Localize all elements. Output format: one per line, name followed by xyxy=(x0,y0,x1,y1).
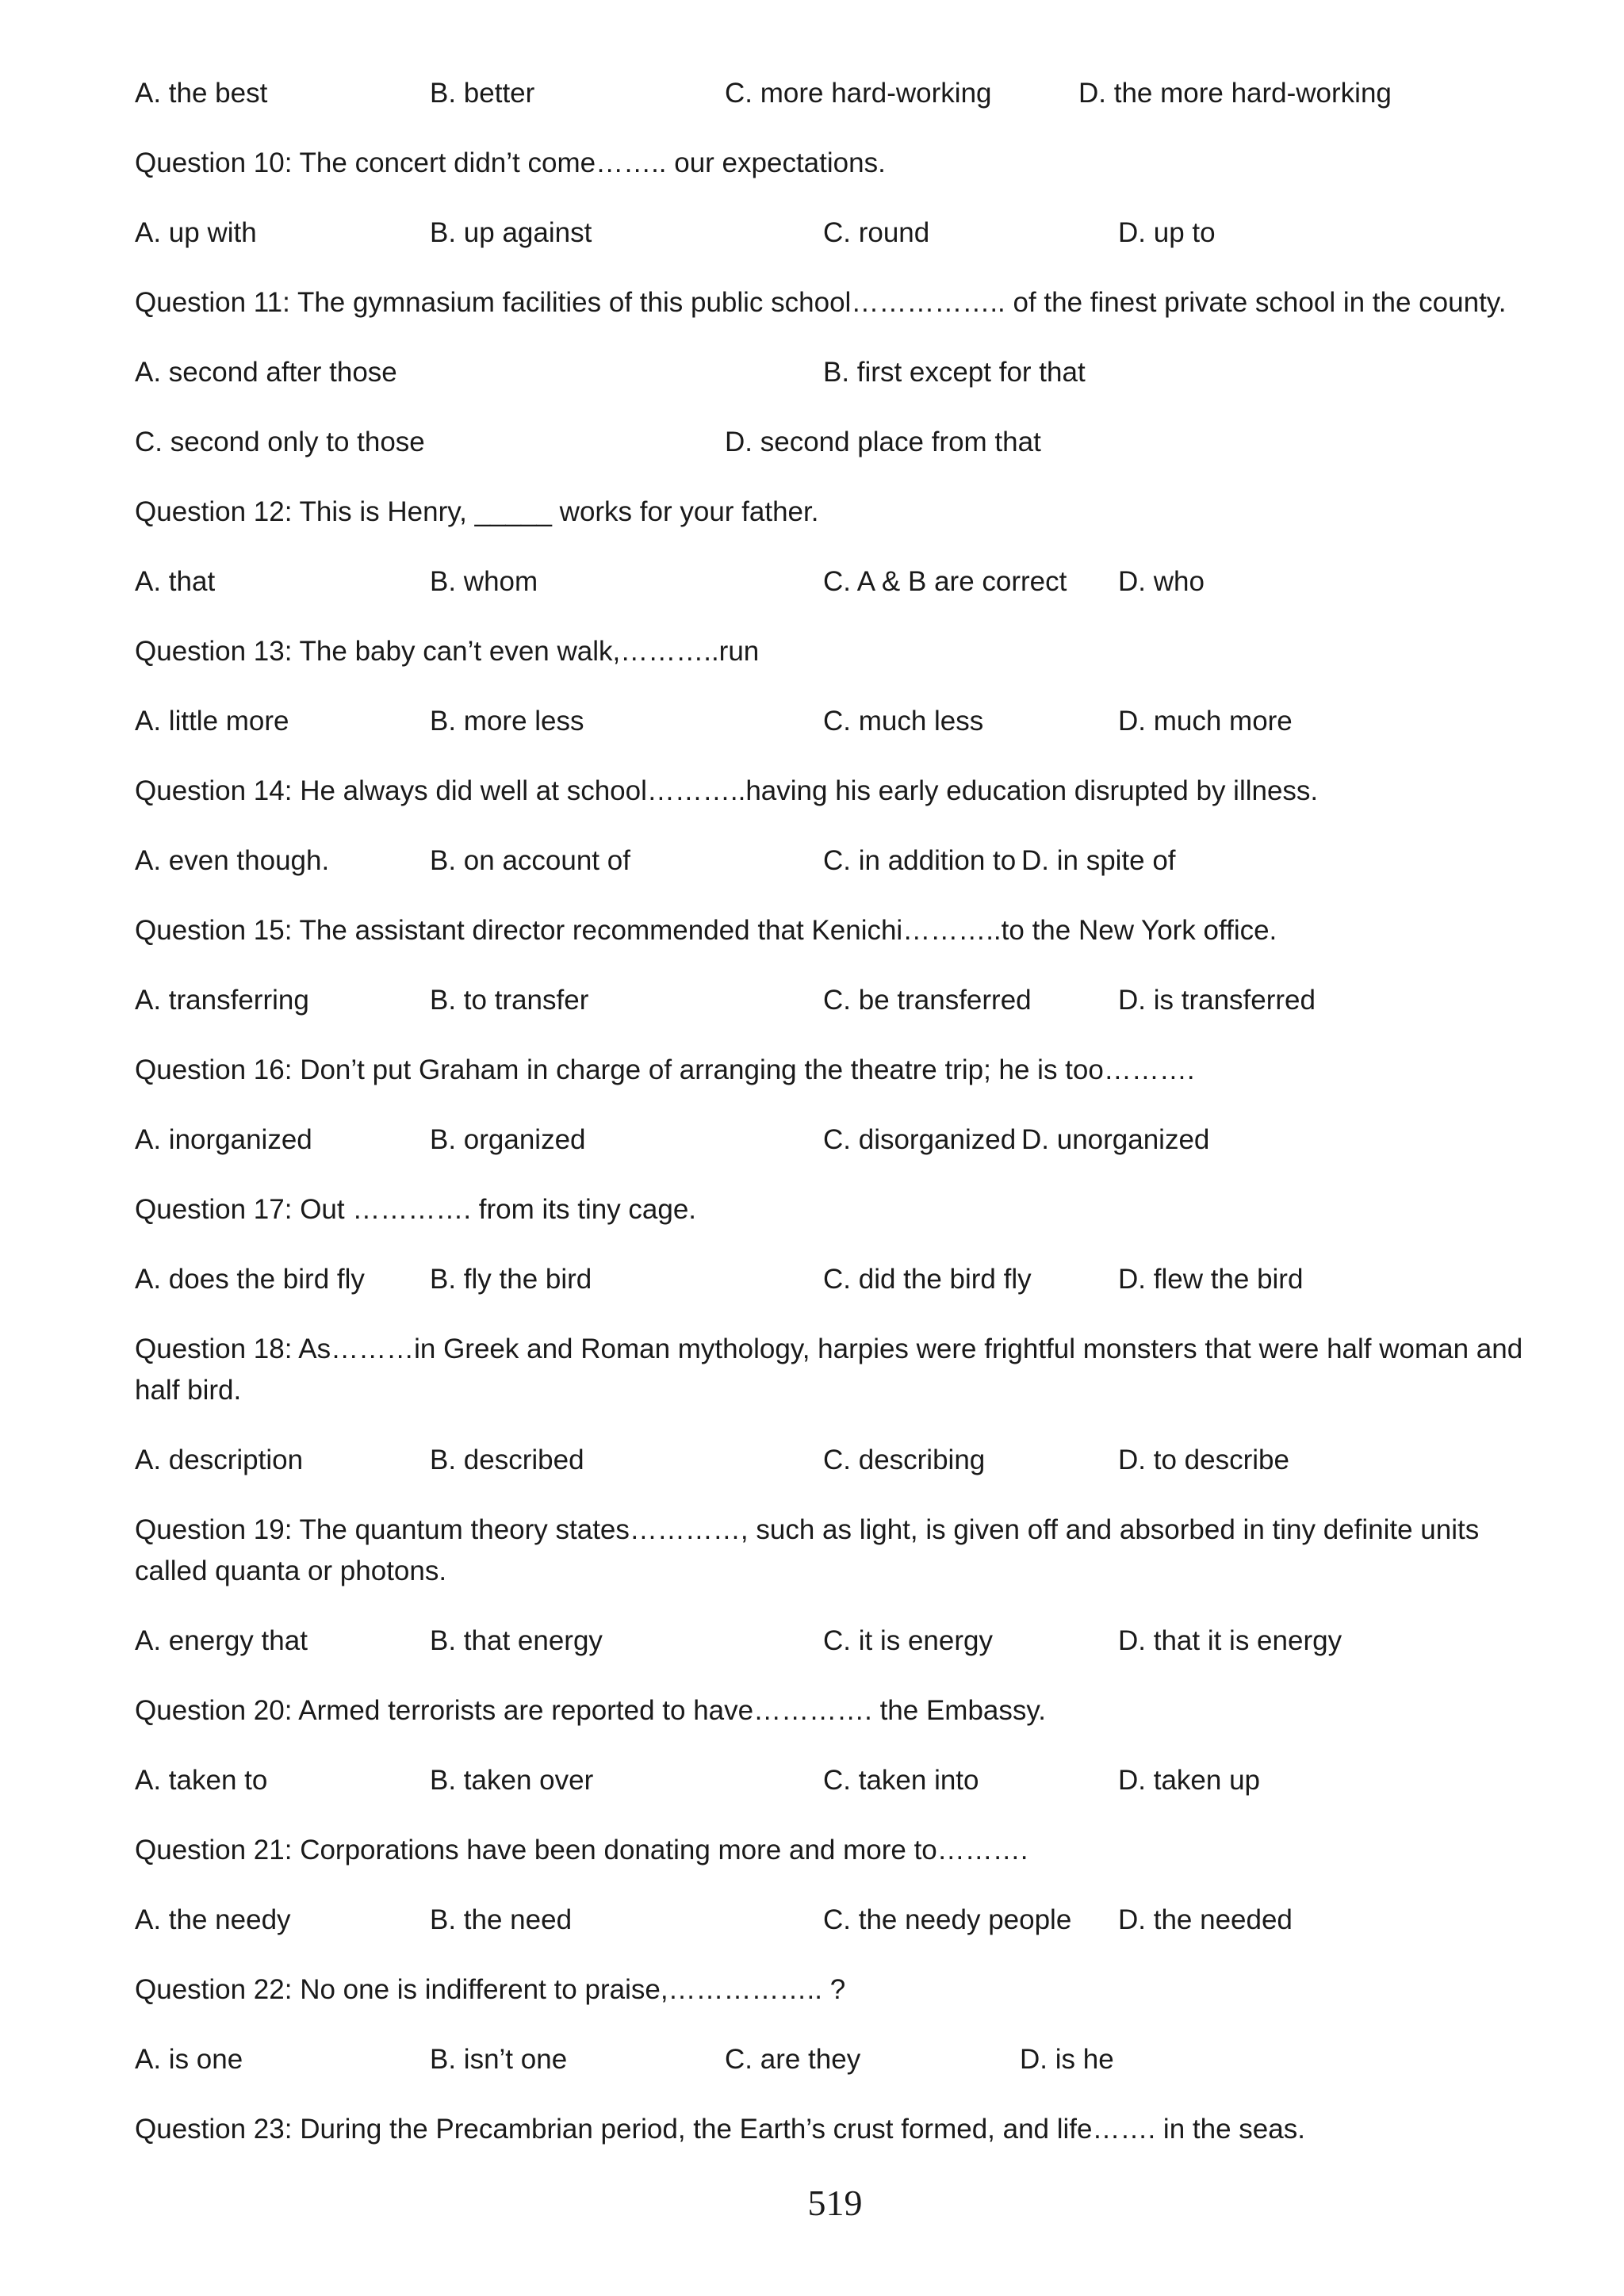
answer-option: B. organized xyxy=(430,1124,586,1155)
question-text: Question 22: No one is indifferent to praise,…………….. ? xyxy=(135,1974,846,2005)
answer-option: B. first except for that xyxy=(823,357,1086,388)
answer-option: D. the needed xyxy=(1118,1904,1293,1935)
answer-option: C. in addition to xyxy=(823,845,1017,876)
question-text: Question 21: Corporations have been donating more and more to………. xyxy=(135,1835,1028,1866)
answer-option: D. the more hard-working xyxy=(1078,78,1392,109)
answer-option: D. in spite of xyxy=(1021,845,1176,876)
question-text: Question 16: Don’t put Graham in charge of arranging the theatre trip; he is too………. xyxy=(135,1054,1195,1085)
answer-option: A. is one xyxy=(135,2044,243,2075)
answer-option: D. up to xyxy=(1118,217,1216,248)
answer-option: C. second only to those xyxy=(135,427,425,457)
question-text: Question 20: Armed terrorists are reported to have…………. the Embassy. xyxy=(135,1695,1047,1726)
answer-option: D. to describe xyxy=(1118,1445,1289,1475)
question-text: Question 23: During the Precambrian period, the Earth’s crust formed, and life……. in the seas. xyxy=(135,2114,1305,2145)
answer-option: C. taken into xyxy=(823,1765,979,1796)
question-text: Question 15: The assistant director recommended that Kenichi………..to the New York office. xyxy=(135,915,1277,946)
answer-option: C. did the bird fly xyxy=(823,1264,1032,1295)
answer-option: A. inorganized xyxy=(135,1124,312,1155)
answer-option: D. is he xyxy=(1020,2044,1114,2075)
answer-option: B. whom xyxy=(430,566,538,597)
answer-option: A. energy that xyxy=(135,1625,308,1656)
answer-option: B. fly the bird xyxy=(430,1264,592,1295)
answer-option: C. are they xyxy=(725,2044,861,2075)
answer-option: D. second place from that xyxy=(725,427,1041,457)
answer-option: A. that xyxy=(135,566,216,597)
answer-option: A. the needy xyxy=(135,1904,291,1935)
answer-option: A. second after those xyxy=(135,357,397,388)
answer-option: C. much less xyxy=(823,706,984,737)
answer-option: A. little more xyxy=(135,706,289,737)
answer-option: A. the best xyxy=(135,78,268,109)
answer-option: B. up against xyxy=(430,217,592,248)
answer-option: D. much more xyxy=(1118,706,1293,737)
question-text: Question 18: As………in Greek and Roman mythology, harpies were frightful monsters that were half woman and half bird. xyxy=(135,1334,1523,1406)
answer-option: D. that it is energy xyxy=(1118,1625,1342,1656)
answer-option: D. unorganized xyxy=(1021,1124,1210,1155)
answer-option: A. does the bird fly xyxy=(135,1264,365,1295)
answer-option: C. round xyxy=(823,217,930,248)
answer-option: A. taken to xyxy=(135,1765,268,1796)
question-text: Question 12: This is Henry, _____ works for your father. xyxy=(135,496,819,527)
question-text: Question 11: The gymnasium facilities of this public school…………….. of the finest private school in the county. xyxy=(135,287,1507,318)
answer-option: B. on account of xyxy=(430,845,630,876)
answer-option: B. better xyxy=(430,78,535,109)
question-text: Question 19: The quantum theory states…………, such as light, is given off and absorbed in tiny definite units called quanta or photons. xyxy=(135,1514,1480,1586)
answer-option: C. A & B are correct xyxy=(823,566,1067,597)
question-text: Question 17: Out …………. from its tiny cage. xyxy=(135,1194,697,1225)
answer-option: B. isn’t one xyxy=(430,2044,568,2075)
answer-option: C. describing xyxy=(823,1445,986,1475)
answer-option: A. up with xyxy=(135,217,257,248)
question-text: Question 13: The baby can’t even walk,………..run xyxy=(135,636,760,667)
answer-option: B. more less xyxy=(430,706,584,737)
answer-option: B. to transfer xyxy=(430,985,589,1016)
answer-option: D. is transferred xyxy=(1118,985,1316,1016)
answer-option: A. transferring xyxy=(135,985,309,1016)
answer-option: B. the need xyxy=(430,1904,573,1935)
answer-option: C. the needy people xyxy=(823,1904,1072,1935)
question-text: Question 10: The concert didn’t come…….. our expectations. xyxy=(135,147,886,178)
answer-option: B. described xyxy=(430,1445,584,1475)
answer-option: C. it is energy xyxy=(823,1625,993,1656)
answer-option: D. taken up xyxy=(1118,1765,1260,1796)
answer-option: C. more hard-working xyxy=(725,78,992,109)
answer-option: A. even though. xyxy=(135,845,330,876)
answer-option: B. taken over xyxy=(430,1765,594,1796)
question-text: Question 14: He always did well at school………..having his early education disrupted by illness. xyxy=(135,775,1319,806)
answer-option: B. that energy xyxy=(430,1625,603,1656)
answer-option: C. disorganized xyxy=(823,1124,1017,1155)
answer-option: A. description xyxy=(135,1445,304,1475)
answer-option: D. who xyxy=(1118,566,1205,597)
page-number: 519 xyxy=(807,2183,863,2223)
answer-option: C. be transferred xyxy=(823,985,1032,1016)
answer-option: D. flew the bird xyxy=(1118,1264,1304,1295)
